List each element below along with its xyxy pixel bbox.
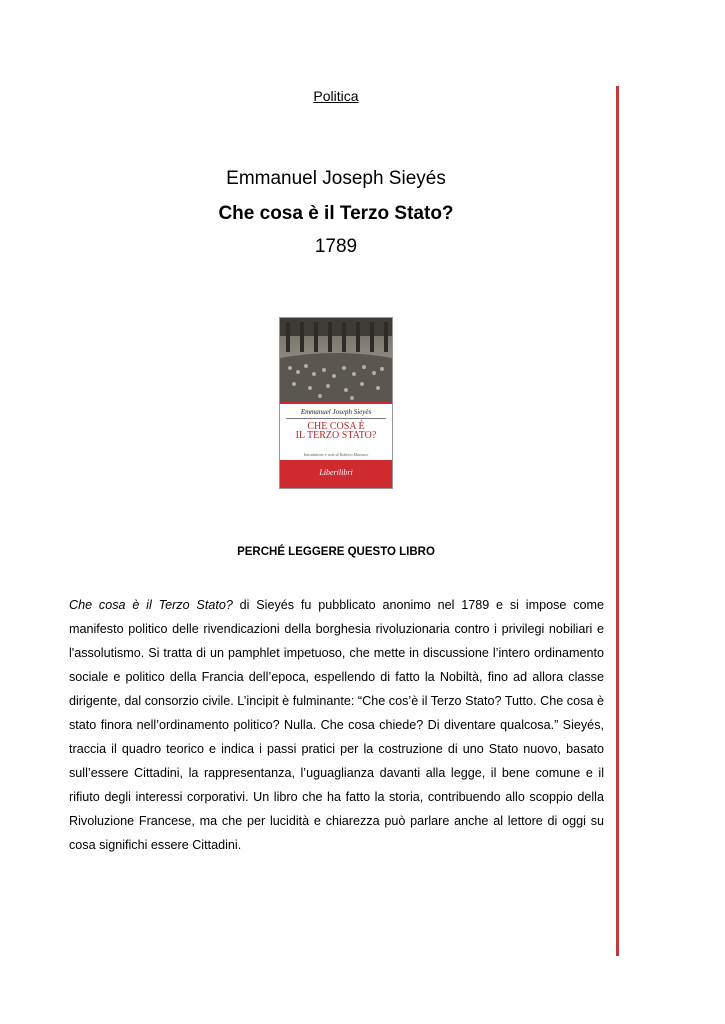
cover-painting [280,318,392,404]
cover-publisher: Liberilibri [319,468,353,477]
cover-title [280,422,392,440]
cover-author: Emmanuel Joseph Sieyès [300,408,372,416]
cover-divider [286,418,386,419]
book-author: Emmanuel Joseph Sieyés [226,168,446,189]
book-title: Che cosa è il Terzo Stato? [218,203,454,224]
book-cover [279,317,393,489]
category-label: Politica [313,88,359,104]
publication-year: 1789 [314,236,358,257]
cover-intro: Introduzione e note di Roberto Martucci [303,452,369,457]
section-heading: PERCHÉ LEGGERE QUESTO LIBRO [237,546,435,558]
cover-title-line-1: CHE COSA È [307,421,365,432]
body-text: di Sieyés fu pubblicato anonimo nel 1789 e si impose come manifesto politico delle rivendicazioni della borghesia rivoluzionaria contro i privilegi nobiliari e l'assolutismo. Si tratta di un pamphlet impetuoso, che mette in discussione l’intero ordinamento sociale e politico della Francia dell’epoca, espellendo di fatto la Nobiltà, fino ad allora classe dirigente, dal consorzio civile. L’incipit è fulminante: “Che cos’è il Terzo Stato? Tutto. Che cosa è stato finora nell’ordinamento politico? Nulla. Che cosa chiede? Di diventare qualcosa.” Sieyés, traccia il quadro teorico e indica i passi pratici per la costruzione di uno Stato nuovo, basato sull’essere Cittadini, la rappresentanza, l’uguaglianza davanti alla legge, il bene comune e il rifiuto degli interessi corporativi. Un libro che ha fatto la storia, contribuendo allo scoppio della Rivoluzione Francese, ma che per lucidità e chiarezza può parlare anche al lettore di oggi su cosa significhi essere Cittadini. [69,598,604,852]
cover-title-line-2: IL TERZO STATO? [295,430,377,441]
body-paragraph [69,593,604,857]
body-lead-italic: Che cosa è il Terzo Stato? [69,598,233,612]
